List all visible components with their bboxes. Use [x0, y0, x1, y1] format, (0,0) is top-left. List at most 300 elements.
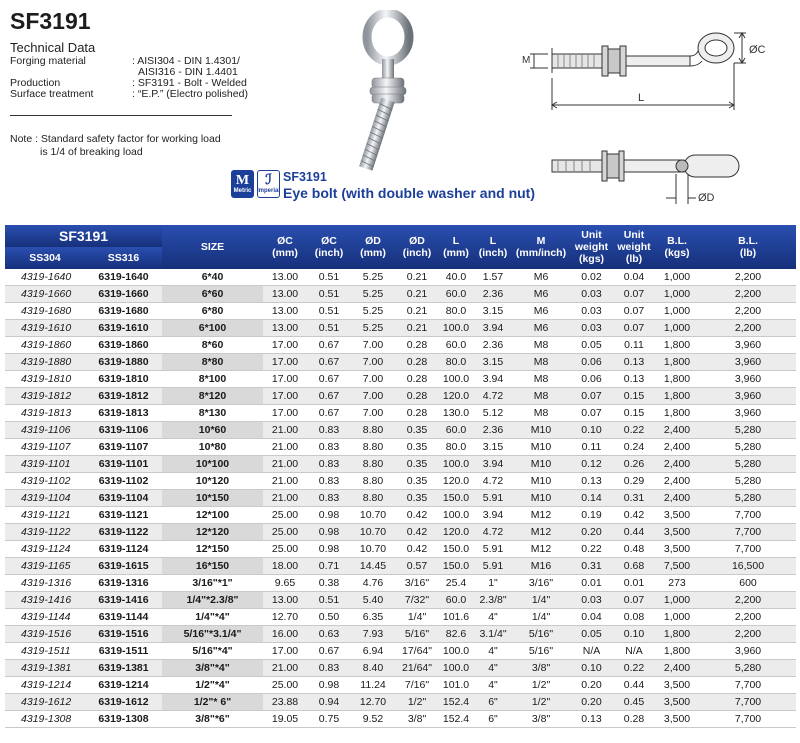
cell-l-inch: 5.91 — [473, 558, 513, 575]
dim-c-label: ØC — [749, 44, 766, 56]
cell-d-inch: 0.35 — [395, 456, 439, 473]
col-header-bl-kgs — [654, 225, 700, 269]
cell-l-mm: 100.0 — [439, 371, 473, 388]
cell-size: 8*130 — [162, 405, 263, 422]
cell-size: 10*100 — [162, 456, 263, 473]
table-row — [5, 320, 796, 337]
cell-l-mm: 150.0 — [439, 490, 473, 507]
cell-l-mm: 80.0 — [439, 354, 473, 371]
metric-badge-icon — [231, 170, 254, 198]
cell-c-mm: 17.00 — [263, 388, 307, 405]
cell-c-inch: 0.51 — [307, 286, 351, 303]
cell-c-mm: 21.00 — [263, 456, 307, 473]
cell-bl-kgs: 1,800 — [654, 643, 700, 660]
col-header-d-inch — [395, 225, 439, 269]
cell-weight-kgs: 0.13 — [569, 711, 614, 728]
cell-weight-lb: 0.22 — [614, 660, 654, 677]
cell-weight-lb: 0.15 — [614, 388, 654, 405]
page-title: SF3191 — [10, 8, 91, 34]
cell-bl-lb: 2,200 — [700, 286, 796, 303]
cell-ss304: 4319-1104 — [5, 490, 85, 507]
cell-weight-lb: 0.11 — [614, 337, 654, 354]
cell-c-mm: 18.00 — [263, 558, 307, 575]
cell-weight-lb: 0.42 — [614, 507, 654, 524]
cell-m: M10 — [513, 490, 569, 507]
spec-value: : SF3191 - Bolt - Welded — [132, 77, 247, 89]
cell-l-inch: 1.57 — [473, 269, 513, 286]
cell-m: M8 — [513, 405, 569, 422]
cell-bl-kgs: 1,800 — [654, 405, 700, 422]
cell-c-mm: 25.00 — [263, 507, 307, 524]
cell-d-inch: 0.57 — [395, 558, 439, 575]
col-top: Unit weight — [574, 229, 609, 253]
cell-d-mm: 11.24 — [351, 677, 395, 694]
cell-size: 8*120 — [162, 388, 263, 405]
cell-d-mm: 7.00 — [351, 405, 395, 422]
col-header-weight-lb — [614, 225, 654, 269]
cell-ss316: 6319-1106 — [85, 422, 162, 439]
cell-c-inch: 0.98 — [307, 507, 351, 524]
cell-l-mm: 60.0 — [439, 286, 473, 303]
cell-l-inch: 3.94 — [473, 456, 513, 473]
cell-ss304: 4319-1381 — [5, 660, 85, 677]
cell-l-mm: 152.4 — [439, 694, 473, 711]
product-name: Eye bolt (with double washer and nut) — [283, 185, 536, 201]
col-size-label: SIZE — [200, 241, 225, 253]
cell-size: 12*150 — [162, 541, 263, 558]
cell-d-mm: 6.94 — [351, 643, 395, 660]
cell-size: 8*100 — [162, 371, 263, 388]
cell-l-mm: 101.6 — [439, 609, 473, 626]
cell-l-mm: 80.0 — [439, 303, 473, 320]
cell-l-mm: 80.0 — [439, 439, 473, 456]
cell-c-inch: 0.71 — [307, 558, 351, 575]
cell-bl-lb: 7,700 — [700, 711, 796, 728]
cell-ss316: 6319-1214 — [85, 677, 162, 694]
table-row — [5, 626, 796, 643]
cell-bl-kgs: 1,000 — [654, 609, 700, 626]
cell-l-mm: 120.0 — [439, 388, 473, 405]
table-row — [5, 575, 796, 592]
cell-l-mm: 60.0 — [439, 592, 473, 609]
cell-size: 3/8"*6" — [162, 711, 263, 728]
cell-l-inch: 4" — [473, 643, 513, 660]
cell-c-mm: 21.00 — [263, 473, 307, 490]
cell-c-inch: 0.67 — [307, 405, 351, 422]
cell-l-inch: 2.36 — [473, 337, 513, 354]
spec-value: : AISI304 - DIN 1.4301/ — [132, 55, 240, 67]
col-unit: (kgs) — [578, 253, 605, 265]
cell-ss316: 6319-1615 — [85, 558, 162, 575]
cell-c-mm: 17.00 — [263, 643, 307, 660]
cell-d-inch: 0.28 — [395, 388, 439, 405]
cell-size: 10*60 — [162, 422, 263, 439]
cell-bl-kgs: 1,800 — [654, 371, 700, 388]
cell-c-inch: 0.94 — [307, 694, 351, 711]
table-row — [5, 388, 796, 405]
cell-bl-lb: 7,700 — [700, 694, 796, 711]
cell-weight-lb: 0.07 — [614, 320, 654, 337]
table-row — [5, 677, 796, 694]
cell-l-mm: 82.6 — [439, 626, 473, 643]
cell-bl-kgs: 1,800 — [654, 388, 700, 405]
cell-m: M8 — [513, 337, 569, 354]
cell-ss304: 4319-1680 — [5, 303, 85, 320]
cell-bl-kgs: 1,000 — [654, 303, 700, 320]
cell-c-inch: 0.83 — [307, 456, 351, 473]
cell-d-inch: 7/16" — [395, 677, 439, 694]
cell-m: M10 — [513, 473, 569, 490]
cell-c-inch: 0.98 — [307, 677, 351, 694]
cell-size: 5/16"*3.1/4" — [162, 626, 263, 643]
dim-d-label: ØD — [698, 192, 715, 204]
table-row — [5, 439, 796, 456]
cell-size: 5/16"*4" — [162, 643, 263, 660]
cell-ss316: 6319-1516 — [85, 626, 162, 643]
cell-weight-kgs: 0.14 — [569, 490, 614, 507]
cell-d-mm: 9.52 — [351, 711, 395, 728]
cell-l-inch: 3.15 — [473, 439, 513, 456]
cell-ss316: 6319-1612 — [85, 694, 162, 711]
col-header-ss304: SS304 — [5, 247, 85, 269]
cell-bl-lb: 3,960 — [700, 354, 796, 371]
imperial-badge-icon — [257, 170, 280, 198]
cell-m: M12 — [513, 507, 569, 524]
cell-bl-lb: 7,700 — [700, 541, 796, 558]
cell-bl-lb: 5,280 — [700, 490, 796, 507]
cell-size: 12*100 — [162, 507, 263, 524]
cell-c-inch: 0.67 — [307, 337, 351, 354]
cell-c-mm: 13.00 — [263, 320, 307, 337]
cell-d-inch: 7/32" — [395, 592, 439, 609]
cell-weight-lb: 0.44 — [614, 677, 654, 694]
cell-weight-lb: 0.07 — [614, 286, 654, 303]
cell-d-inch: 0.35 — [395, 422, 439, 439]
cell-bl-kgs: 273 — [654, 575, 700, 592]
cell-d-inch: 5/16" — [395, 626, 439, 643]
cell-weight-kgs: 0.20 — [569, 677, 614, 694]
technical-data-heading: Technical Data — [10, 40, 96, 55]
table-row — [5, 711, 796, 728]
cell-bl-kgs: 3,500 — [654, 507, 700, 524]
table-row — [5, 660, 796, 677]
col-header-size — [162, 225, 263, 269]
cell-d-mm: 8.80 — [351, 490, 395, 507]
cell-m: M10 — [513, 456, 569, 473]
cell-c-inch: 0.75 — [307, 711, 351, 728]
cell-m: M6 — [513, 269, 569, 286]
cell-d-inch: 0.35 — [395, 473, 439, 490]
cell-ss316: 6319-1813 — [85, 405, 162, 422]
cell-c-mm: 25.00 — [263, 541, 307, 558]
table-row — [5, 473, 796, 490]
cell-l-inch: 1" — [473, 575, 513, 592]
cell-bl-lb: 3,960 — [700, 405, 796, 422]
cell-c-mm: 13.00 — [263, 303, 307, 320]
cell-l-inch: 2.36 — [473, 422, 513, 439]
cell-size: 6*100 — [162, 320, 263, 337]
col-unit: (inch) — [314, 247, 344, 259]
cell-ss316: 6319-1102 — [85, 473, 162, 490]
cell-weight-kgs: 0.06 — [569, 354, 614, 371]
cell-m: 1/4" — [513, 592, 569, 609]
cell-c-inch: 0.98 — [307, 541, 351, 558]
cell-size: 1/2"* 6" — [162, 694, 263, 711]
cell-m: M8 — [513, 354, 569, 371]
cell-bl-kgs: 2,400 — [654, 456, 700, 473]
cell-l-mm: 100.0 — [439, 660, 473, 677]
cell-l-inch: 4.72 — [473, 524, 513, 541]
cell-ss316: 6319-1316 — [85, 575, 162, 592]
cell-m: M8 — [513, 371, 569, 388]
cell-d-mm: 8.80 — [351, 439, 395, 456]
col-unit: (inch) — [478, 247, 508, 259]
cell-l-inch: 4" — [473, 677, 513, 694]
cell-size: 1/2"*4" — [162, 677, 263, 694]
cell-bl-lb: 5,280 — [700, 456, 796, 473]
cell-c-inch: 0.63 — [307, 626, 351, 643]
cell-ss304: 4319-1121 — [5, 507, 85, 524]
cell-weight-kgs: 0.13 — [569, 473, 614, 490]
cell-c-mm: 17.00 — [263, 354, 307, 371]
cell-weight-lb: 0.44 — [614, 524, 654, 541]
cell-bl-lb: 600 — [700, 575, 796, 592]
cell-l-inch: 2.3/8" — [473, 592, 513, 609]
cell-m: 1/4" — [513, 609, 569, 626]
cell-ss304: 4319-1416 — [5, 592, 85, 609]
table-row — [5, 609, 796, 626]
cell-weight-kgs: 0.12 — [569, 456, 614, 473]
cell-ss316: 6319-1121 — [85, 507, 162, 524]
cell-size: 12*120 — [162, 524, 263, 541]
cell-ss304: 4319-1612 — [5, 694, 85, 711]
cell-bl-kgs: 3,500 — [654, 694, 700, 711]
cell-weight-lb: 0.07 — [614, 592, 654, 609]
cell-l-mm: 150.0 — [439, 541, 473, 558]
cell-c-mm: 25.00 — [263, 677, 307, 694]
cell-m: 1/2" — [513, 694, 569, 711]
cell-ss304: 4319-1101 — [5, 456, 85, 473]
cell-ss304: 4319-1660 — [5, 286, 85, 303]
cell-d-inch: 0.21 — [395, 320, 439, 337]
cell-bl-lb: 2,200 — [700, 592, 796, 609]
cell-weight-lb: 0.01 — [614, 575, 654, 592]
cell-ss304: 4319-1813 — [5, 405, 85, 422]
cell-d-inch: 0.35 — [395, 439, 439, 456]
cell-size: 8*80 — [162, 354, 263, 371]
col-unit: (mm) — [443, 247, 469, 259]
cell-weight-kgs: 0.20 — [569, 694, 614, 711]
table-row — [5, 541, 796, 558]
cell-ss304: 4319-1812 — [5, 388, 85, 405]
cell-l-inch: 5.91 — [473, 541, 513, 558]
table-row — [5, 405, 796, 422]
safety-note — [10, 133, 221, 159]
cell-d-mm: 10.70 — [351, 524, 395, 541]
imperial-label: Imperial — [257, 188, 281, 194]
cell-c-mm: 25.00 — [263, 524, 307, 541]
cell-bl-kgs: 3,500 — [654, 524, 700, 541]
col-top: B.L. — [738, 235, 758, 247]
cell-bl-lb: 16,500 — [700, 558, 796, 575]
cell-bl-kgs: 7,500 — [654, 558, 700, 575]
cell-bl-lb: 2,200 — [700, 609, 796, 626]
table-row — [5, 507, 796, 524]
cell-c-inch: 0.51 — [307, 592, 351, 609]
cell-bl-lb: 2,200 — [700, 626, 796, 643]
col-unit: (inch) — [402, 247, 432, 259]
cell-l-mm: 101.0 — [439, 677, 473, 694]
cell-m: 1/2" — [513, 677, 569, 694]
cell-weight-lb: 0.29 — [614, 473, 654, 490]
cell-bl-kgs: 3,500 — [654, 677, 700, 694]
cell-weight-kgs: 0.05 — [569, 626, 614, 643]
cell-d-mm: 10.70 — [351, 507, 395, 524]
col-header-l-inch — [473, 225, 513, 269]
spec-value: : “E.P.” (Electro polished) — [132, 88, 248, 100]
cell-l-inch: 4" — [473, 609, 513, 626]
cell-size: 10*80 — [162, 439, 263, 456]
cell-c-inch: 0.50 — [307, 609, 351, 626]
cell-m: M6 — [513, 303, 569, 320]
cell-ss304: 4319-1516 — [5, 626, 85, 643]
cell-weight-kgs: 0.10 — [569, 422, 614, 439]
cell-d-inch: 0.42 — [395, 507, 439, 524]
cell-ss316: 6319-1101 — [85, 456, 162, 473]
table-row — [5, 286, 796, 303]
eye-bolt-photo — [320, 10, 430, 175]
cell-d-inch: 0.21 — [395, 303, 439, 320]
cell-ss316: 6319-1122 — [85, 524, 162, 541]
cell-ss304: 4319-1124 — [5, 541, 85, 558]
cell-d-mm: 7.00 — [351, 337, 395, 354]
cell-bl-kgs: 1,800 — [654, 626, 700, 643]
cell-m: 3/8" — [513, 711, 569, 728]
cell-weight-kgs: 0.19 — [569, 507, 614, 524]
cell-weight-kgs: 0.11 — [569, 439, 614, 456]
cell-m: 5/16" — [513, 643, 569, 660]
cell-d-mm: 14.45 — [351, 558, 395, 575]
col-header-c-mm — [263, 225, 307, 269]
cell-d-mm: 8.80 — [351, 456, 395, 473]
cell-bl-lb: 5,280 — [700, 473, 796, 490]
cell-l-inch: 4.72 — [473, 388, 513, 405]
note-line-1: Note : Standard safety factor for working load — [10, 133, 221, 145]
cell-c-mm: 12.70 — [263, 609, 307, 626]
cell-c-mm: 23.88 — [263, 694, 307, 711]
cell-bl-lb: 3,960 — [700, 371, 796, 388]
cell-d-inch: 0.21 — [395, 269, 439, 286]
cell-ss304: 4319-1810 — [5, 371, 85, 388]
cell-weight-lb: 0.04 — [614, 269, 654, 286]
cell-weight-kgs: 0.10 — [569, 660, 614, 677]
cell-d-inch: 3/8" — [395, 711, 439, 728]
cell-l-mm: 120.0 — [439, 473, 473, 490]
cell-d-mm: 8.80 — [351, 473, 395, 490]
cell-weight-lb: 0.31 — [614, 490, 654, 507]
cell-d-inch: 0.28 — [395, 371, 439, 388]
cell-ss316: 6319-1680 — [85, 303, 162, 320]
col-header-weight-kgs — [569, 225, 614, 269]
cell-ss304: 4319-1610 — [5, 320, 85, 337]
cell-d-mm: 6.35 — [351, 609, 395, 626]
cell-l-inch: 2.36 — [473, 286, 513, 303]
cell-l-mm: 150.0 — [439, 558, 473, 575]
col-top: ØC — [321, 235, 337, 247]
cell-bl-kgs: 1,000 — [654, 592, 700, 609]
cell-d-inch: 0.42 — [395, 541, 439, 558]
cell-d-mm: 5.25 — [351, 303, 395, 320]
cell-l-mm: 100.0 — [439, 643, 473, 660]
cell-d-inch: 0.28 — [395, 354, 439, 371]
cell-weight-lb: 0.15 — [614, 405, 654, 422]
table-row — [5, 694, 796, 711]
table-row — [5, 337, 796, 354]
cell-d-inch: 17/64" — [395, 643, 439, 660]
col-top: M — [536, 235, 546, 247]
cell-c-inch: 0.83 — [307, 660, 351, 677]
cell-bl-kgs: 1,000 — [654, 286, 700, 303]
cell-ss304: 4319-1214 — [5, 677, 85, 694]
cell-m: M16 — [513, 558, 569, 575]
cell-bl-lb: 3,960 — [700, 388, 796, 405]
cell-weight-kgs: 0.03 — [569, 286, 614, 303]
cell-c-inch: 0.51 — [307, 269, 351, 286]
cell-weight-kgs: 0.07 — [569, 405, 614, 422]
col-header-bl-lb — [700, 225, 796, 269]
cell-l-mm: 60.0 — [439, 422, 473, 439]
table-header-row — [5, 225, 796, 247]
table-row — [5, 558, 796, 575]
cell-ss304: 4319-1860 — [5, 337, 85, 354]
cell-ss316: 6319-1640 — [85, 269, 162, 286]
cell-size: 10*150 — [162, 490, 263, 507]
col-top: L — [489, 235, 497, 247]
col-top: L — [452, 235, 460, 247]
cell-size: 10*120 — [162, 473, 263, 490]
cell-ss316: 6319-1144 — [85, 609, 162, 626]
cell-ss304: 4319-1102 — [5, 473, 85, 490]
cell-l-inch: 5.12 — [473, 405, 513, 422]
cell-l-inch: 3.94 — [473, 320, 513, 337]
col-top: ØD — [409, 235, 425, 247]
cell-ss316: 6319-1104 — [85, 490, 162, 507]
cell-size: 1/4"*4" — [162, 609, 263, 626]
cell-m: M8 — [513, 388, 569, 405]
cell-weight-kgs: 0.07 — [569, 388, 614, 405]
cell-c-inch: 0.83 — [307, 473, 351, 490]
cell-c-mm: 21.00 — [263, 439, 307, 456]
cell-c-inch: 0.51 — [307, 303, 351, 320]
cell-weight-kgs: 0.20 — [569, 524, 614, 541]
cell-ss316: 6319-1416 — [85, 592, 162, 609]
cell-c-inch: 0.67 — [307, 371, 351, 388]
cell-size: 8*60 — [162, 337, 263, 354]
table-row — [5, 524, 796, 541]
cell-d-mm: 7.00 — [351, 388, 395, 405]
cell-weight-lb: 0.13 — [614, 371, 654, 388]
cell-ss316: 6319-1308 — [85, 711, 162, 728]
cell-size: 1/4"*2.3/8" — [162, 592, 263, 609]
cell-bl-lb: 3,960 — [700, 337, 796, 354]
cell-m: M12 — [513, 524, 569, 541]
table-row — [5, 269, 796, 286]
cell-ss316: 6319-1124 — [85, 541, 162, 558]
cell-l-inch: 6" — [473, 711, 513, 728]
cell-c-inch: 0.83 — [307, 422, 351, 439]
cell-size: 6*60 — [162, 286, 263, 303]
spec-value: AISI316 - DIN 1.4401 — [138, 66, 238, 78]
